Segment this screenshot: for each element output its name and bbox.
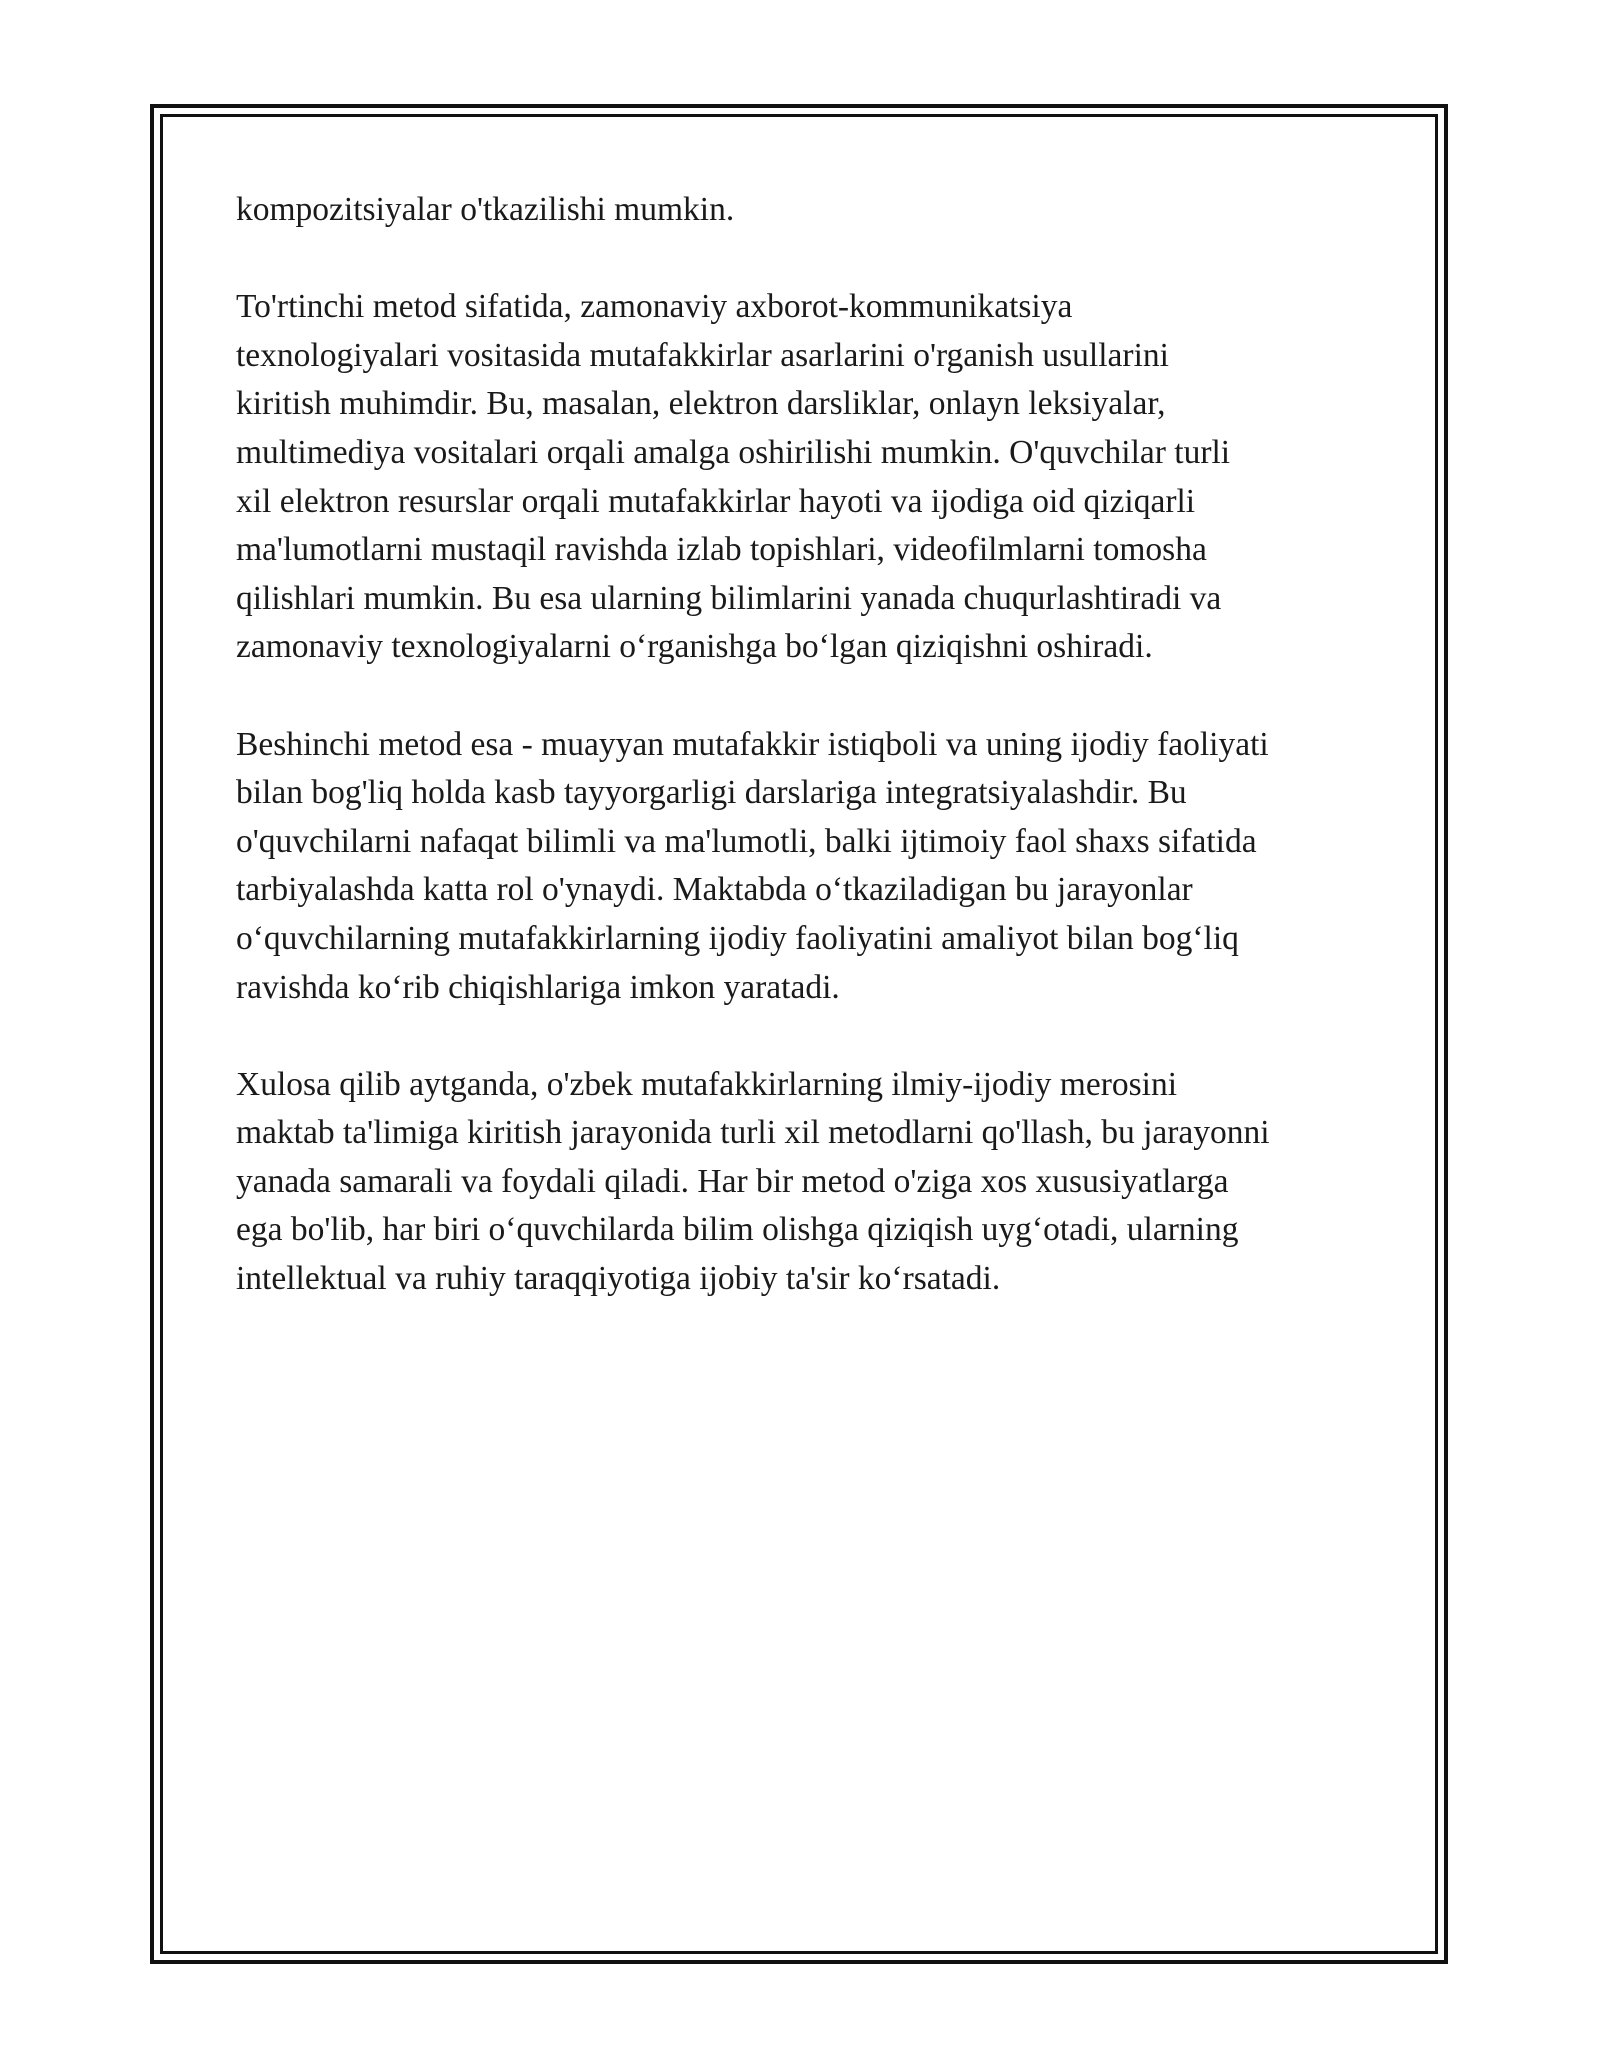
paragraph-fourth-method: To'rtinchi metod sifatida, zamonaviy axborot-kommunikatsiya texnologiyalari vositasida mutafakkirlar asarlarini o'rganish usullarini kiritish muhimdir. Bu, masalan, elektron darsliklar, onlayn leksiyalar, multimediya vositalari orqali amalga oshirilishi mumkin. O'quvchilar turli xil elektron resurslar orqali mutafakkirlar hayoti va ijodiga oid qiziqarli ma'lumotlarni mustaqil ravishda izlab topishlari, videofilmlarni tomosha qilishlari mumkin. Bu esa ularning bilimlarini yanada chuqurlashtiradi va zamonaviy texnologiyalarni o‘rganishga bo‘lgan qiziqishni oshiradi.: [236, 288, 1231, 666]
paragraph-conclusion: Xulosa qilib aytganda, o'zbek mutafakkirlarning ilmiy-ijodiy merosini maktab ta'limiga kiritish jarayonida turli xil metodlarni qo'llash, bu jarayonni yanada samarali va foydali qiladi. Har bir metod o'ziga xos xususiyatlarga ega bo'lib, har biri o‘quvchilarda bilim olishga qiziqish uyg‘otadi, ularning intellektual va ruhiy taraqqiyotiga ijobiy ta'sir ko‘rsatadi.: [236, 1065, 1270, 1298]
document-body: [236, 186, 1376, 1352]
paragraph-fifth-method: Beshinchi metod esa - muayyan mutafakkir istiqboli va uning ijodiy faoliyati bilan bog'liq holda kasb tayyorgarligi darslariga integratsiyalashdir. Bu o'quvchilarni nafaqat bilimli va ma'lumotli, balki ijtimoiy faol shaxs sifatida tarbiyalashda katta rol o'ynaydi. Maktabda o‘tkaziladigan bu jarayonlar o‘quvchilarning mutafakkirlarning ijodiy faoliyatini amaliyot bilan bog‘liq ravishda ko‘rib chiqishlariga imkon yaratadi.: [236, 725, 1269, 1006]
paragraph-continuation: kompozitsiyalar o'tkazilishi mumkin.: [236, 191, 735, 228]
